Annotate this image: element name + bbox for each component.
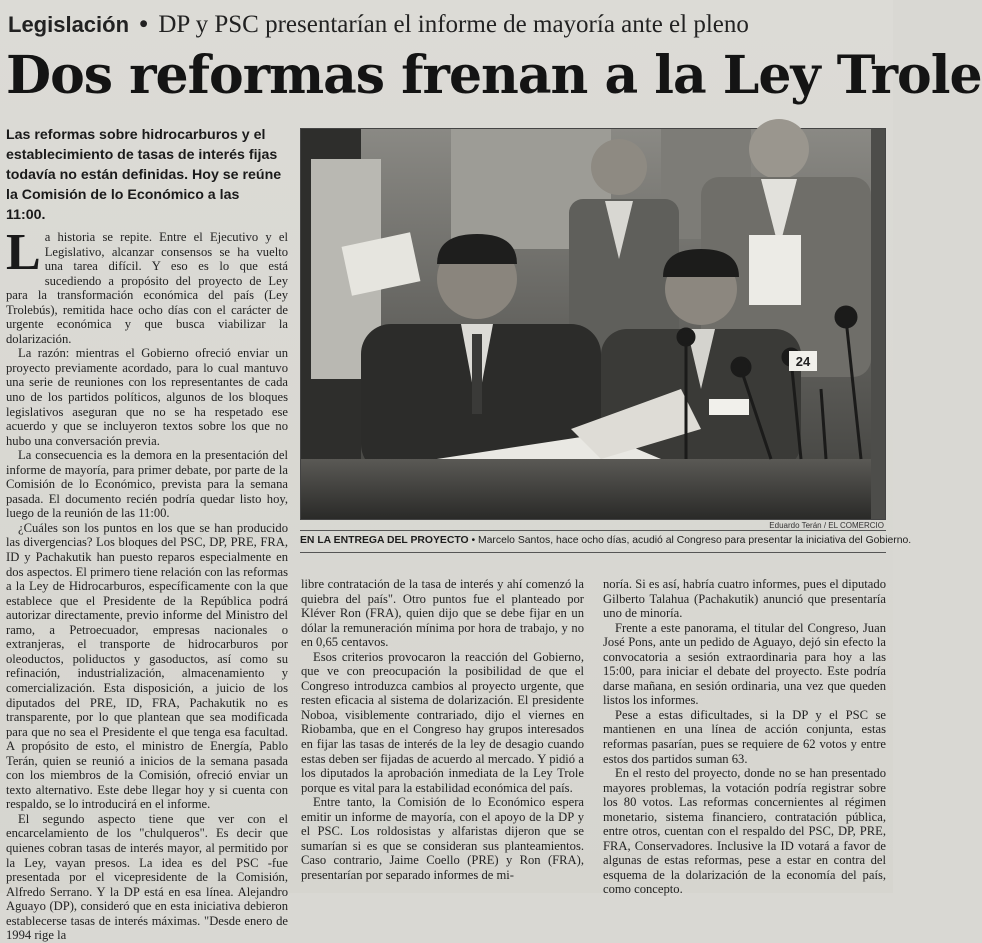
caption-rule [300,530,886,531]
section-label: Legislación [8,12,130,37]
mic-flag-label: 24 [795,354,811,369]
article-paragraph: noría. Si es así, habría cuatro informes, pues el diputado Gilberto Talahua (Pachakutik) anunció que presentaría uno de minoría. [603,577,886,621]
article-paragraph: Frente a este panorama, el titular del Congreso, Juan José Pons, ante un pedido de Aguayo, dejó sin efecto la convocatoria a sesión extraordinaria para hoy a las 15:00, para iniciar el debate del proyecto. Este podría darse mañana, en sesión ordinaria, una vez que queden listos los informes. [603,620,886,708]
standing-man-head [591,139,647,195]
article-paragraph: ¿Cuáles son los puntos en los que se han producido las divergencias? Los bloques del PSC, DP, PRE, FRA, ID y Pachakutik han puesto reparos especialmente en dos aspectos. El primero tiene relación con las reformas a la Ley de Hidrocarburos, específicamente con la que establece que el Presidente de la República podrá autorizar directamente, previo informe del Ministro del ramo, a Petroecuador, empresas nacionales o extranjeras, el transporte de hidrocarburos por oleoductos, poliductos y gasoductos, así como su refinación, industrialización, almacenamiento y comercialización. Esta disposición, a juicio de los diputados del PRE, ID, FRA, Pachakutik no es transparente, por lo que plantean que sea modificada para que no sea el Presidente el que tenga esa facultad. A propósito de esto, el ministro de Energía, Pablo Terán, quien se reunió a inicios de la semana pasada con los miembros de la Comisión, ofreció enviar un texto alternativo. Este debe llegar hoy y si cuenta con respaldo, se lo introducirá en el informe. [6,520,288,812]
kicker-text: DP y PSC presentarían el informe de mayoría ante el pleno [158,11,749,38]
paper-sheet [749,235,801,305]
article-paragraph: La consecuencia es la demora en la presentación del informe de mayoría, para primer debate, por parte de la Comisión de lo Económico, prevista para la semana pasada. El documento recién podría quedar listo hoy, luego de la reunión de las 11:00. [6,448,288,521]
caption-text: Marcelo Santos, hace ocho días, acudió al Congreso para presentar la iniciativa del Gobierno. [478,535,912,546]
caption-label: EN LA ENTREGA DEL PROYECTO [300,535,469,546]
lead-paragraph: Las reformas sobre hidrocarburos y el establecimiento de tasas de interés fijas todavía no están definidas. Hoy se reúne la Comisión de lo Económico a las 11:00. [6,127,282,223]
photo-illustration [301,129,885,519]
article-column-3 [603,577,886,897]
photo-credit: Eduardo Terán / EL COMERCIO [769,521,884,530]
article-paragraph: Entre tanto, la Comisión de lo Económico espera emitir un informe de mayoría, con el apoyo de la DP y el PSC. Los roldosistas y alfaristas dijeron que se sumarían si es que se consideran sus planteamientos. Caso contrario, Jaime Coello (PRE) y Ron (FRA), presentarían por separado informes de mi- [301,795,584,882]
article-paragraph: En el resto del proyecto, donde no se han presentado mayores problemas, la votación podría registrar sobre los 80 votos. Las reformas concernientes al régimen monetario, sistema financiero, contratación pública, entre otros, cuentan con el respaldo del PSC, DP, PRE, FRA, Conservadores. Inclusive la ID votará a favor de algunas de estas reformas, pese a estar en contra del esquema de la dolarización de la economía del país, como concepto. [603,766,886,897]
desk [301,459,885,519]
kicker-bullet: • [139,11,149,38]
news-photo [300,128,886,520]
article-paragraph: El segundo aspecto tiene que ver con el encarcelamiento de los "chulqueros". Es decir que quienes cobran tasas de interés mayor, al permitido por la Ley, vayan presos. La idea es del PSC -fue presentada por el vicepresidente de la Comisión, Alfredo Serrano. Y la DP está en esa línea. Alejandro Aguayo (DP), consideró que en esta iniciativa debieron establecerse tasas de interés máximas. "Desde enero de 1994 rige la [6,811,288,943]
headline: Dos reformas frenan a la Ley Trole [6,45,982,106]
drop-cap: L [6,224,41,281]
article-paragraph: Esos criterios provocaron la reacción del Gobierno, que ve con preocupación la posibilidad de que el Congreso introduzca cambios al proyecto urgente, que resten eficacia al sistema de dolarización. El presidente Noboa, visiblemente contrariado, dijo el viernes en Riobamba, que en el Congreso hay grupos interesados en fijar las tasas de interés de la ley de desagio cuando estas deben ser fijadas de acuerdo al mercado. Y pidió a los diputados la aprobación inmediata de la Ley Trole porque es vital para la estabilidad económica del país. [301,649,584,795]
article-paragraph: libre contratación de la tasa de interés y ahí comenzó la quiebra del país". Otro puntos fue el planteado por Kléver Ron (FRA), quien dijo que se debe fijar en un dólar la remuneración mínima por hora de trabajo, y no en 0,65 centavos. [301,577,584,650]
kicker [8,10,888,40]
article-column-1 [6,224,288,943]
article-paragraph: Pese a estas dificultades, si la DP y el PSC se mantienen en una línea de acción conjunta, estas reformas pasarían, pues se requiere de 62 votos y entre estos dos partidos suman 63. [603,707,886,766]
article-paragraph: La historia se repite. Entre el Ejecutivo y el Legislativo, alcanzar consensos se ha vuelto una tarea difícil. Y eso es lo que está sucediendo a propósito del proyecto de Ley para la transformación económica del país (Ley Trolebús), remitida hace ocho días con el carácter de urgente económica y que busca viabilizar la dolarización. [6,224,288,346]
article-paragraph: La razón: mientras el Gobierno ofreció enviar un proyecto previamente acordado, para lo cual mantuvo una serie de reuniones con los representantes de cada uno de los partidos políticos, algunos de los bloques legislativos aseguran que no se ha respetado ese acuerdo y que se incluyeron textos sobre los que no hubo una conversación previa. [6,346,288,448]
photo-caption [300,534,912,547]
article-column-2 [301,577,584,891]
caption-bullet: • [471,535,476,546]
caption-bottom-rule [300,552,886,553]
